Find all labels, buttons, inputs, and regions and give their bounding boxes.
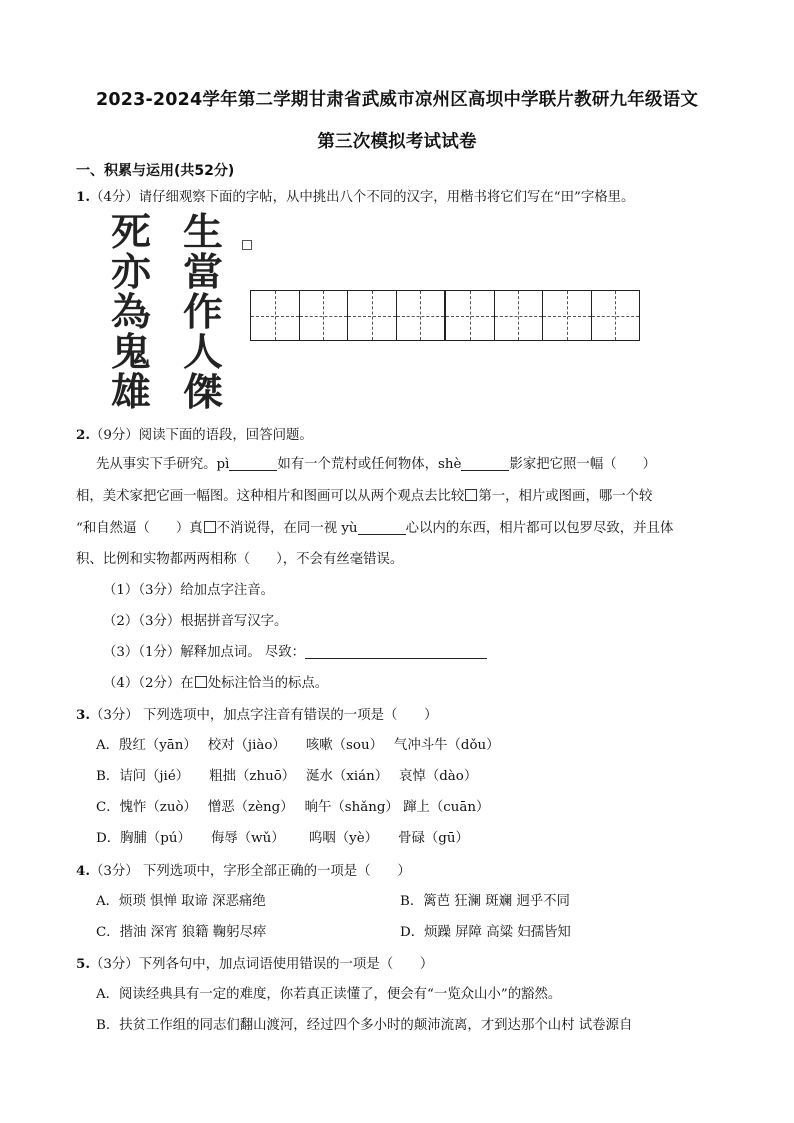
- question-2: [76, 426, 313, 445]
- question-text: 下列选项中，字形全部正确的一项是（ ）: [142, 864, 411, 879]
- option-a[interactable]: A．烦琐 惧惮 取谛 深恶痛绝: [96, 894, 266, 909]
- sub-question-1: （1）（3分）给加点字注音。: [103, 583, 275, 598]
- grid-cell[interactable]: [592, 291, 640, 340]
- passage-line: 相，美术家把它画一幅图。这种相片和图画可以从两个观点去比较 第一，相片或图画，哪一个较: [76, 489, 653, 504]
- punctuation-box[interactable]: [465, 489, 477, 501]
- calligraphy-char: 作: [183, 289, 223, 334]
- exam-title-line1: 2023-2024学年第二学期甘肃省武威市凉州区高坝中学联片教研九年级语文: [95, 90, 699, 110]
- question-score: （4分）: [89, 190, 139, 205]
- question-number: 2.: [76, 427, 90, 443]
- question-5: [76, 955, 433, 974]
- grid-cell[interactable]: [251, 291, 300, 340]
- question-score: （3分）: [89, 957, 139, 972]
- question-score: （3分）: [89, 864, 139, 879]
- calligraphy-char: 傑: [183, 369, 223, 414]
- passage-line: 先从事实下手研究。pì 如有一个荒村或任何物体，shè 影家把它照一幅（ ）: [96, 457, 656, 472]
- sub-question-3: （3）（1分）解释加点词。 尽致：: [103, 644, 487, 662]
- option-a[interactable]: A．阅读经典具有一定的难度，你若真正读懂了，便会有“一览众山小”的豁然。: [96, 987, 562, 1002]
- tianzige-grid[interactable]: [250, 290, 640, 341]
- calligraphy-char: 人: [183, 329, 223, 374]
- option-c[interactable]: C．揩油 深宵 狼籍 鞠躬尽瘁: [96, 925, 267, 940]
- passage-line: “和自然逼（ ）真 不消说得，在同一视 yù 心以内的东西，相片都可以包罗尽致，并且体: [76, 521, 674, 536]
- calligraphy-char: 當: [183, 249, 223, 294]
- question-4: [76, 862, 411, 881]
- answer-blank[interactable]: [358, 520, 406, 535]
- question-number: 5.: [76, 956, 90, 972]
- option-b[interactable]: B．诘问（jié） 粗拙（zhuō） 涎水（xián） 哀悼（dào）: [96, 769, 478, 784]
- calligraphy-sample: [95, 209, 240, 414]
- calligraphy-char: 亦: [111, 249, 151, 294]
- passage-line: 积、比例和实物都两两相称（ ），不会有丝毫错误。: [76, 552, 404, 567]
- answer-blank[interactable]: [305, 644, 487, 659]
- question-number: 3.: [76, 707, 90, 723]
- option-b[interactable]: B．扶贫工作组的同志们翻山渡河，经过四个多小时的颠沛流离，才到达那个山村 试卷源自: [96, 1018, 633, 1033]
- question-number: 4.: [76, 863, 90, 879]
- option-b[interactable]: B．篱芭 狂澜 斑斓 迥乎不同: [400, 894, 570, 909]
- grid-cell[interactable]: [300, 291, 349, 340]
- question-score: （3分）: [89, 708, 139, 723]
- calligraphy-char: 為: [111, 289, 151, 334]
- calligraphy-char: 鬼: [111, 329, 151, 374]
- grid-cell[interactable]: [348, 291, 397, 340]
- option-c[interactable]: C．愧怍（zuò） 憎恶（zèng） 晌午（shǎng） 蹿上（cuān）: [96, 800, 490, 815]
- option-d[interactable]: D．烦躁 屏障 高粱 妇孺皆知: [400, 925, 571, 940]
- sub-question-2: （2）（3分）根据拼音写汉字。: [103, 614, 288, 629]
- question-text: 下列各句中，加点词语使用错误的一项是（ ）: [138, 957, 434, 972]
- grid-cell[interactable]: [446, 291, 495, 340]
- punctuation-box[interactable]: [204, 521, 216, 533]
- grid-cell[interactable]: [543, 291, 592, 340]
- question-text: 请仔细观察下面的字帖，从中挑出八个不同的汉字，用楷书将它们写在“田”字格里。: [138, 190, 635, 205]
- option-d[interactable]: D．胸脯（pú） 侮辱（wǔ） 呜咽（yè） 骨碌（gū）: [96, 831, 469, 846]
- option-a[interactable]: A．殷红（yān） 校对（jiào） 咳嗽（sou） 气冲斗牛（dǒu）: [96, 738, 500, 753]
- question-score: （9分）: [89, 428, 139, 443]
- calligraphy-char: 死: [111, 209, 151, 254]
- grid-cell[interactable]: [397, 291, 447, 340]
- calligraphy-char: 生: [183, 209, 223, 254]
- answer-blank[interactable]: [461, 456, 509, 471]
- exam-title-line2: 第三次模拟考试试卷: [317, 132, 477, 152]
- section-heading: 一、积累与运用(共52分): [76, 163, 235, 179]
- question-text: 阅读下面的语段，回答问题。: [138, 428, 313, 443]
- question-text: 下列选项中，加点字注音有错误的一项是（ ）: [142, 708, 438, 723]
- sub-question-4: （4）（2分）在 处标注恰当的标点。: [103, 676, 329, 691]
- calligraphy-char: 雄: [111, 369, 151, 414]
- answer-blank[interactable]: [229, 456, 277, 471]
- punctuation-box: [195, 676, 207, 688]
- question-1: [76, 188, 634, 207]
- question-number: 1.: [76, 189, 90, 205]
- grid-cell[interactable]: [495, 291, 544, 340]
- seal-mark-icon: [242, 240, 252, 250]
- question-3: [76, 706, 438, 725]
